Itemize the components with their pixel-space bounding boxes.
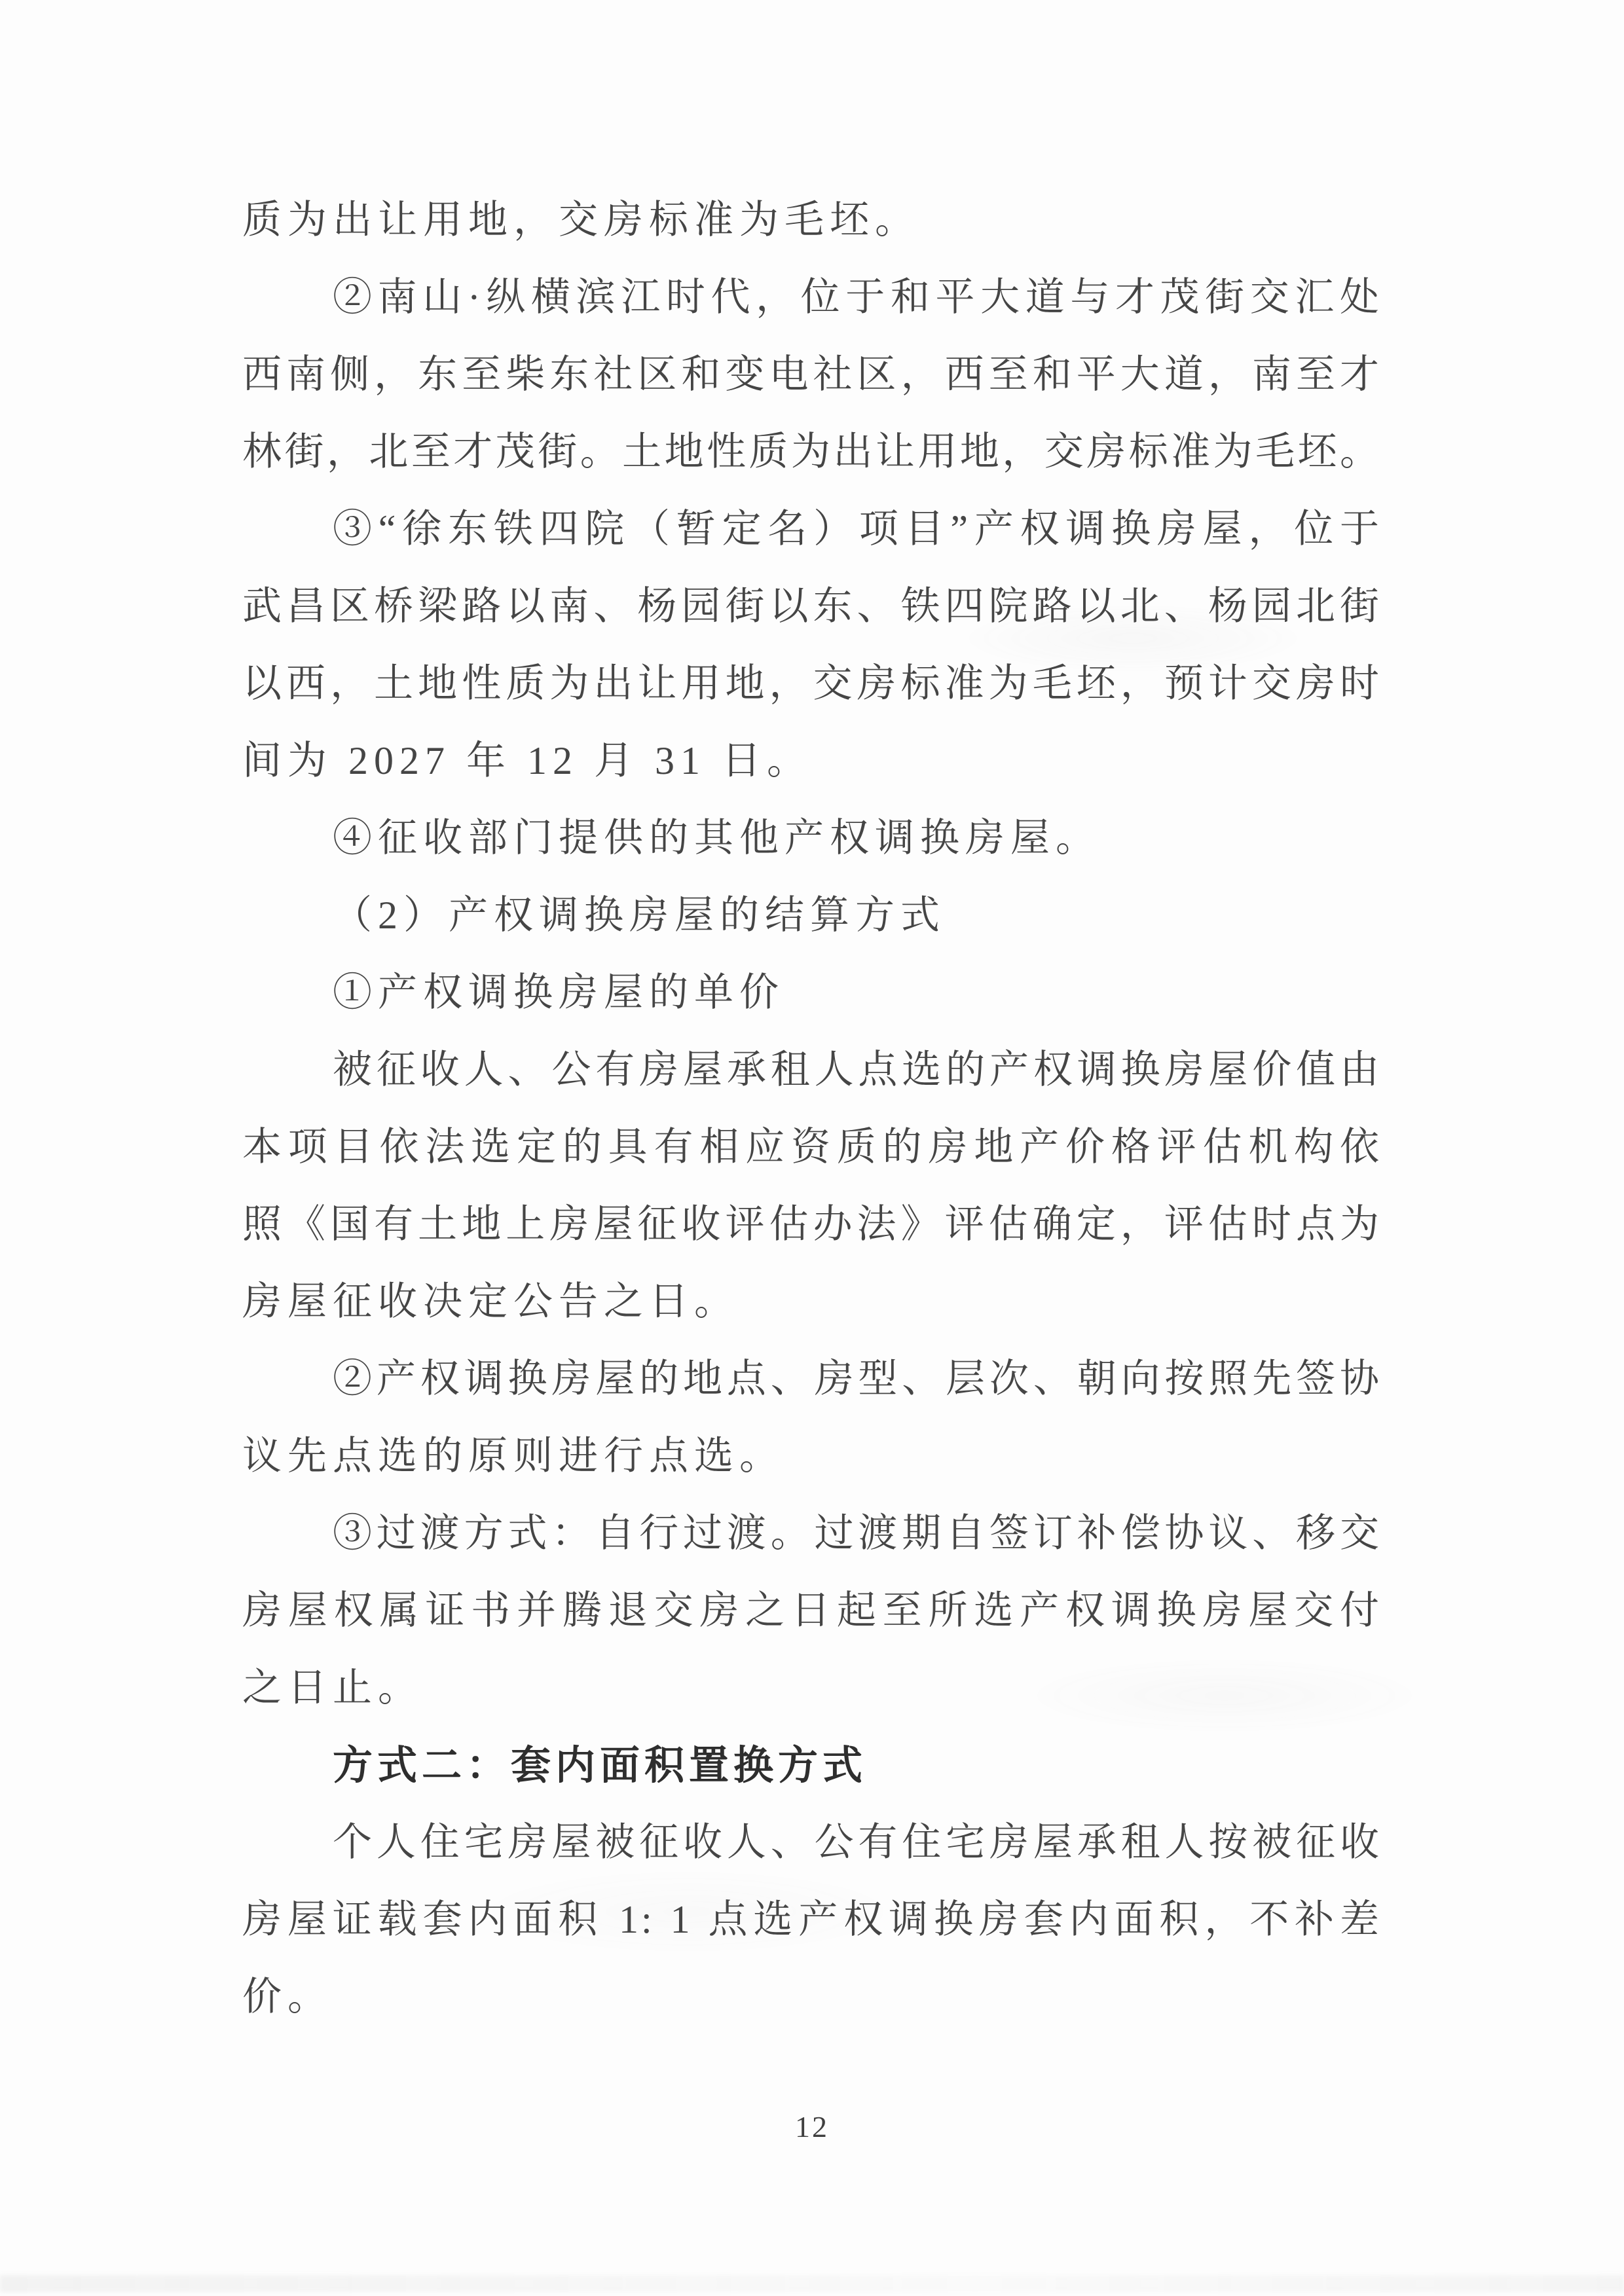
page-number: 12 <box>795 2110 829 2143</box>
doc-line: 房屋征收决定公告之日。 <box>242 1280 739 1323</box>
document-body <box>242 181 1382 2035</box>
doc-line: 西南侧，东至柴东社区和变电社区，西至和平大道，南至才 <box>242 353 1382 396</box>
doc-line: 被征收人、公有房屋承租人点选的产权调换房屋价值由 <box>333 1048 1382 1091</box>
scan-edge-streak <box>0 2275 1624 2292</box>
doc-line-item-3-transition: ③过渡方式：自行过渡。过渡期自签订补偿协议、移交 <box>333 1512 1382 1555</box>
doc-line-item-2-nanshan: ②南山·纵横滨江时代，位于和平大道与才茂街交汇处 <box>333 276 1382 319</box>
doc-line-item-3-xudong: ③“徐东铁四院（暂定名）项目”产权调换房屋，位于 <box>333 507 1382 551</box>
doc-line: 林街，北至才茂街。土地性质为出让用地，交房标准为毛坯。 <box>242 430 1382 473</box>
doc-line: 之日止。 <box>242 1666 423 1709</box>
doc-line: 房屋权属证书并腾退交房之日起至所选产权调换房屋交付 <box>242 1589 1382 1632</box>
doc-line-item-2-selection: ②产权调换房屋的地点、房型、层次、朝向按照先签协 <box>333 1357 1382 1400</box>
doc-line-delivery-date: 间为 2027 年 12 月 31 日。 <box>242 739 812 782</box>
doc-line: 个人住宅房屋被征收人、公有住宅房屋承租人按被征收 <box>333 1821 1382 1864</box>
doc-line: 照《国有土地上房屋征收评估办法》评估确定，评估时点为 <box>242 1203 1382 1246</box>
doc-line: 议先点选的原则进行点选。 <box>242 1434 784 1478</box>
doc-line: 房屋证载套内面积 1: 1 点选产权调换房套内面积，不补差 <box>242 1898 1382 1941</box>
section-heading-method-2: 方式二：套内面积置换方式 <box>333 1743 868 1787</box>
doc-line-item-1-unit-price: ①产权调换房屋的单价 <box>333 971 784 1014</box>
doc-line: 质为出让用地，交房标准为毛坯。 <box>242 198 920 242</box>
doc-line-section-2-heading: （2）产权调换房屋的结算方式 <box>333 894 946 937</box>
doc-line: 以西，土地性质为出让用地，交房标准为毛坯，预计交房时 <box>242 662 1382 705</box>
doc-line: 武昌区桥梁路以南、杨园街以东、铁四院路以北、杨园北街 <box>242 585 1382 628</box>
doc-line: 本项目依法选定的具有相应资质的房地产价格评估机构依 <box>242 1125 1382 1169</box>
doc-line-item-4-other: ④征收部门提供的其他产权调换房屋。 <box>333 816 1101 860</box>
doc-line: 价。 <box>242 1975 333 2018</box>
